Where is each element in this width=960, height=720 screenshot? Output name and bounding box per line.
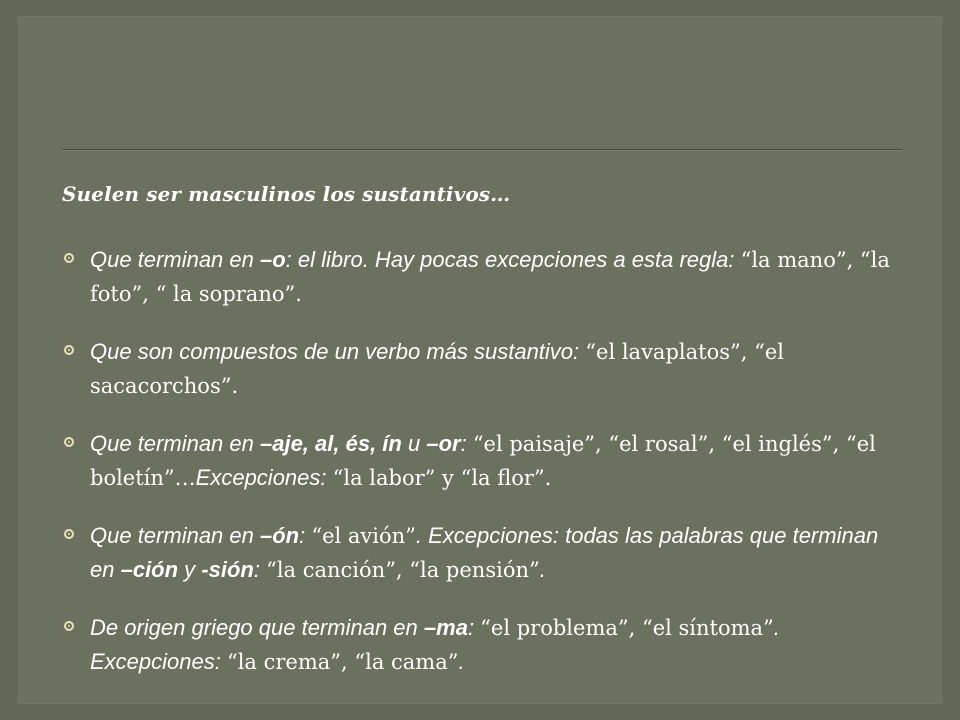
example-text: “la labor” y “la flor”. [332, 466, 552, 490]
example-text: “la mano”, “la foto”, “ la soprano”. [90, 248, 890, 306]
rule-text: . Excepciones: todas las palabras que terminan en [90, 523, 879, 582]
title-divider [62, 149, 902, 151]
rule-text: Que terminan en [90, 431, 260, 456]
circle-bullet-icon [64, 437, 74, 447]
rule-text: : [299, 523, 312, 548]
ending-text: -sión [201, 557, 254, 582]
ending-text: –ción [120, 557, 179, 582]
circle-bullet-icon [64, 345, 74, 355]
example-text: “el problema”, “el síntoma” [480, 616, 774, 640]
rule-text: : [467, 615, 481, 640]
example-text: “el lavaplatos”, “el sacacorchos”. [90, 340, 784, 398]
list-item [62, 611, 902, 679]
list-item [62, 243, 902, 311]
circle-bullet-icon [64, 253, 74, 263]
list-item [62, 519, 902, 587]
rule-text: : [253, 557, 267, 582]
ending-text: –aje, al, és, ín [259, 431, 402, 456]
rule-text: . Excepciones: [90, 615, 780, 674]
rule-text: . [458, 649, 465, 674]
ending-text: –ón [259, 523, 300, 548]
example-text: “la canción”, “la pensión” [266, 558, 540, 582]
slide-heading: Suelen ser masculinos los sustantivos… [62, 182, 511, 206]
example-text: “la crema”, “la cama” [226, 650, 459, 674]
ending-text: –ma [423, 615, 468, 640]
rule-text: . [539, 557, 546, 582]
ending-text: –or [426, 431, 461, 456]
list-item [62, 427, 902, 495]
example-text: “el paisaje”, “el rosal”, “el inglés”, “el boletín”… [90, 432, 876, 490]
ending-text: –o [259, 247, 286, 272]
rule-text: : [460, 431, 473, 456]
rule-text: y [178, 557, 202, 582]
rule-list [62, 243, 902, 703]
rule-text: Que terminan en [90, 523, 260, 548]
circle-bullet-icon [64, 529, 74, 539]
list-item [62, 335, 902, 403]
exceptions-label: Excepciones: [195, 465, 333, 490]
rule-text: Que terminan en [90, 247, 260, 272]
rule-text: u [401, 431, 427, 456]
rule-text: Que son compuestos de un verbo más sustantivo: [90, 339, 586, 364]
example-text: “el avión” [311, 524, 416, 548]
rule-text: De origen griego que terminan en [90, 615, 424, 640]
circle-bullet-icon [64, 621, 74, 631]
rule-text: : el libro. Hay pocas excepciones a esta regla: [285, 247, 741, 272]
